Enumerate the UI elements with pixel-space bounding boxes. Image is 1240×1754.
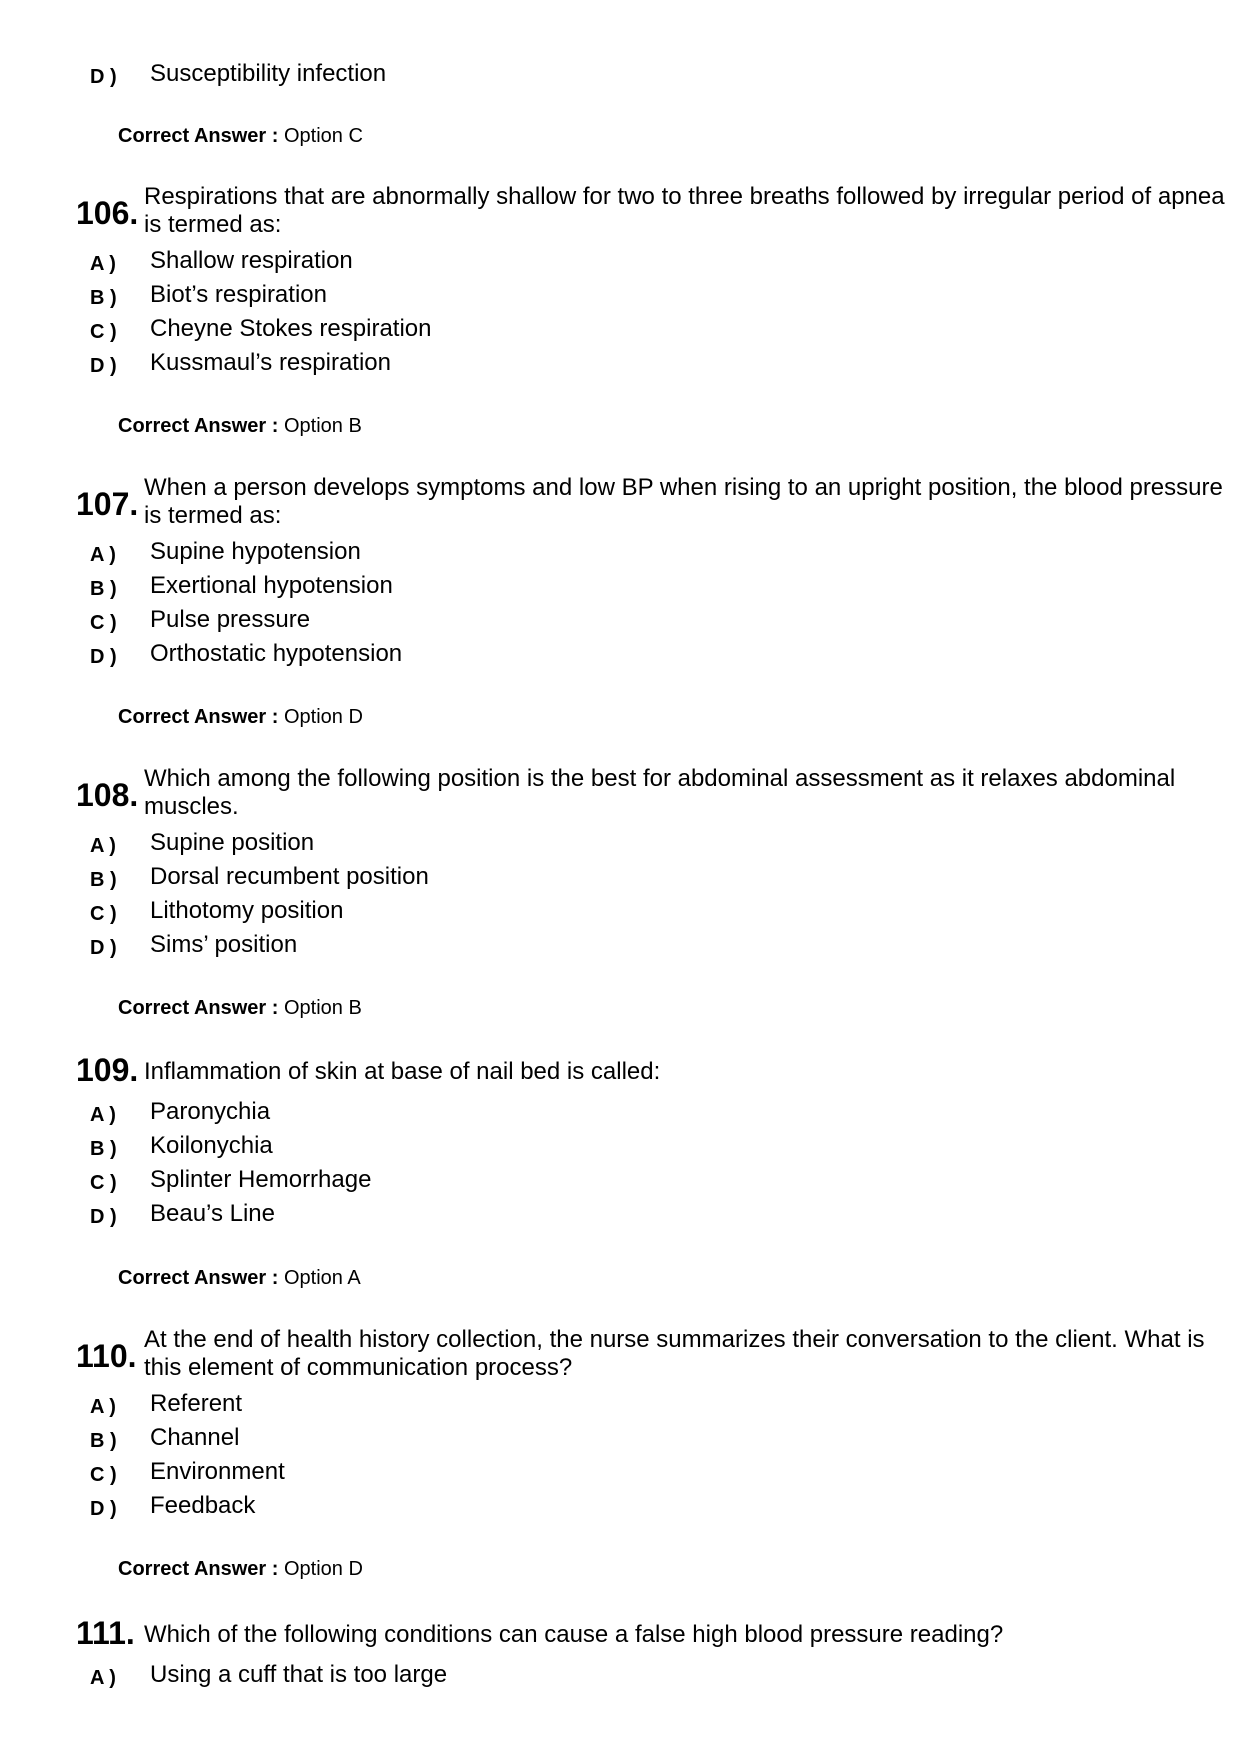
option-text: Environment [150, 1458, 285, 1485]
option-letter: D ) [90, 646, 117, 668]
option-c [90, 314, 1090, 344]
option-text: Cheyne Stokes respiration [150, 315, 432, 342]
option-text: Supine hypotension [150, 538, 361, 565]
question-number: 106. [76, 195, 139, 231]
option-text: Exertional hypotension [150, 572, 393, 599]
option-letter: D ) [90, 355, 117, 377]
option-letter: D ) [90, 66, 117, 88]
option-text: Dorsal recumbent position [150, 863, 429, 890]
option-d [90, 348, 1090, 378]
option-text: Paronychia [150, 1098, 271, 1125]
option-letter: A ) [90, 253, 116, 275]
option-letter: A ) [90, 1667, 116, 1689]
option-c [90, 1165, 1090, 1195]
option-letter: B ) [90, 869, 117, 891]
option-letter: C ) [90, 612, 117, 634]
question-number: 110. [76, 1338, 137, 1374]
option-text: Orthostatic hypotension [150, 640, 403, 667]
option-text: Biot’s respiration [150, 281, 327, 308]
option-c [90, 1457, 1090, 1487]
correct-answer-value: Option D [283, 1558, 363, 1580]
option-b [90, 1423, 1090, 1453]
option-text: Channel [150, 1424, 240, 1451]
correct-answer-value: Option B [283, 415, 362, 437]
option-letter: A ) [90, 1396, 116, 1418]
question-text: Which of the following conditions can cause a false high blood pressure reading? [144, 1621, 1004, 1648]
option-text: Kussmaul’s respiration [150, 349, 391, 376]
option-d [90, 639, 1090, 669]
correct-answer-label: Correct Answer : [118, 125, 279, 147]
option-letter: D ) [90, 1206, 117, 1228]
question-text: When a person develops symptoms and low BP when rising to an upright position, the blood pressure is termed as: [144, 474, 1223, 529]
option-b [90, 1131, 1090, 1161]
correct-answer [118, 414, 362, 438]
option-text: Lithotomy position [150, 897, 344, 924]
correct-answer-value: Option A [283, 1267, 361, 1289]
option-text: Splinter Hemorrhage [150, 1166, 372, 1193]
option-text: Referent [150, 1390, 243, 1417]
question-text: Which among the following position is the best for abdominal assessment as it relaxes abdominal muscles. [144, 765, 1176, 820]
option-c [90, 605, 1090, 635]
correct-answer-label: Correct Answer : [118, 706, 279, 728]
option-b [90, 862, 1090, 892]
option-d [90, 1491, 1090, 1521]
option-text: Supine position [150, 829, 315, 856]
option-letter: A ) [90, 1104, 116, 1126]
correct-answer-value: Option B [283, 997, 362, 1019]
option-letter: A ) [90, 835, 116, 857]
option-text: Susceptibility infection [150, 60, 387, 87]
option-letter: D ) [90, 1498, 117, 1520]
question-number: 108. [76, 777, 139, 813]
option-letter: A ) [90, 544, 116, 566]
correct-answer-value: Option C [283, 125, 363, 147]
option-c [90, 896, 1090, 926]
correct-answer [118, 705, 363, 729]
option-a [90, 246, 1090, 276]
option-text: Shallow respiration [150, 247, 353, 274]
question-number: 107. [76, 486, 139, 522]
option-letter: C ) [90, 1464, 117, 1486]
option-d [90, 1199, 1090, 1229]
option-d [90, 930, 1090, 960]
option-letter: C ) [90, 321, 117, 343]
option-text: Feedback [150, 1492, 256, 1519]
question-number: 111. [76, 1615, 135, 1651]
option-a [90, 1097, 1090, 1127]
option-b [90, 571, 1090, 601]
option-text: Beau’s Line [150, 1200, 275, 1227]
correct-answer-label: Correct Answer : [118, 1558, 279, 1580]
option-letter: B ) [90, 1138, 117, 1160]
option-letter: B ) [90, 578, 117, 600]
correct-answer [118, 996, 362, 1020]
option-text: Pulse pressure [150, 606, 311, 633]
option-letter: B ) [90, 287, 117, 309]
question-text: Respirations that are abnormally shallow for two to three breaths followed by irregular period of apnea is termed as: [144, 183, 1225, 238]
correct-answer-label: Correct Answer : [118, 1267, 279, 1289]
correct-answer [118, 124, 363, 148]
option-a [90, 537, 1090, 567]
correct-answer-label: Correct Answer : [118, 997, 279, 1019]
correct-answer-label: Correct Answer : [118, 415, 279, 437]
option-a [90, 1389, 1090, 1419]
correct-answer [118, 1266, 361, 1290]
question-text: Inflammation of skin at base of nail bed is called: [144, 1058, 661, 1085]
correct-answer-value: Option D [283, 706, 363, 728]
correct-answer [118, 1557, 363, 1581]
question-text: At the end of health history collection, the nurse summarizes their conversation to the client. What is this element of communication process? [144, 1326, 1205, 1381]
option-letter: C ) [90, 903, 117, 925]
option-letter: C ) [90, 1172, 117, 1194]
question-number: 109. [76, 1052, 139, 1088]
option-letter: D ) [90, 937, 117, 959]
option-a [90, 828, 1090, 858]
option-b [90, 280, 1090, 310]
option-text: Using a cuff that is too large [150, 1661, 448, 1688]
option-letter: B ) [90, 1430, 117, 1452]
option-d [90, 59, 1090, 89]
option-text: Koilonychia [150, 1132, 273, 1159]
option-text: Sims’ position [150, 931, 298, 958]
option-a [90, 1660, 1090, 1690]
